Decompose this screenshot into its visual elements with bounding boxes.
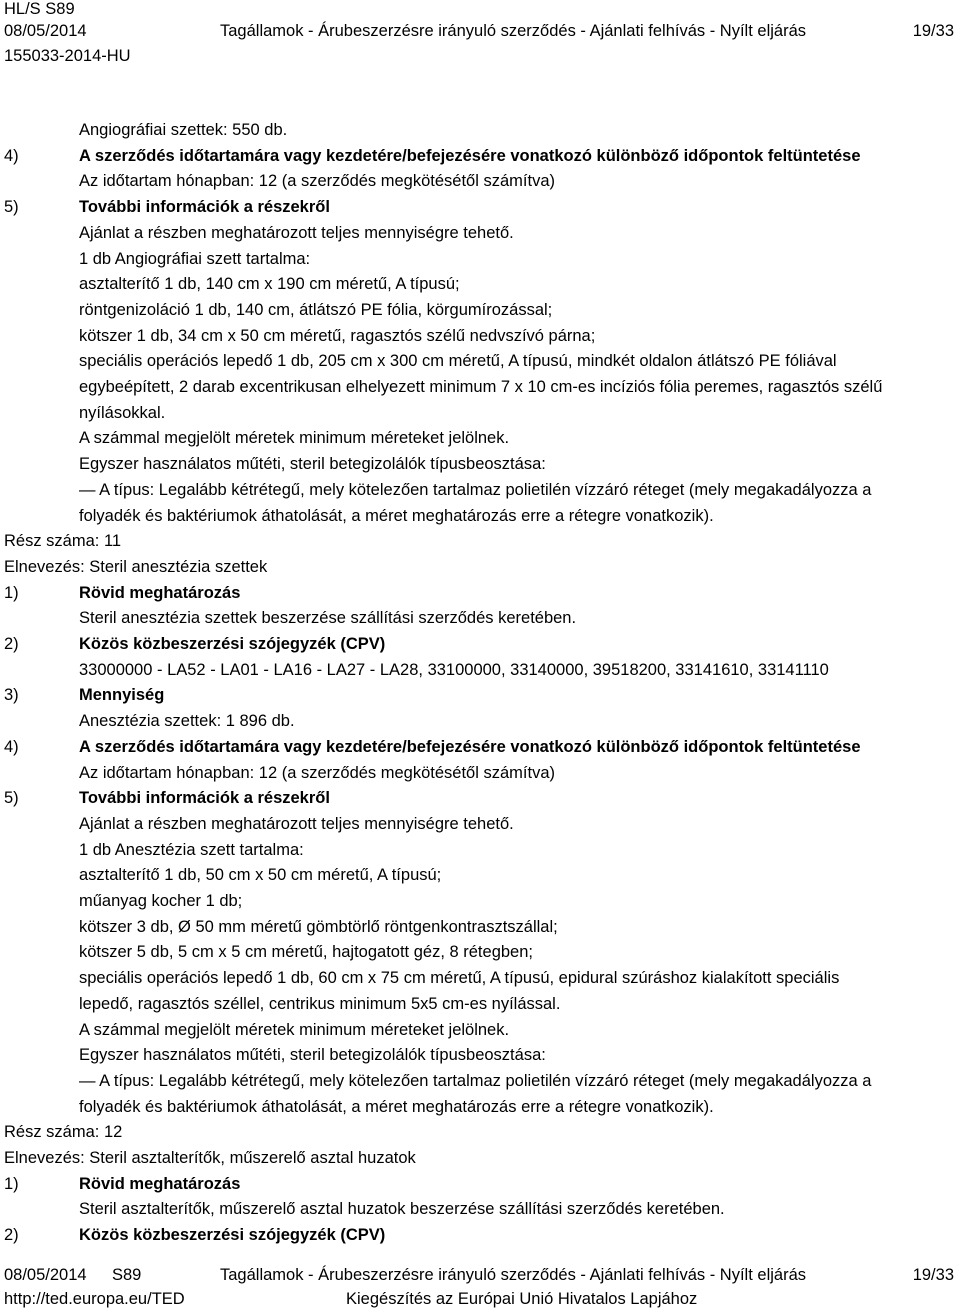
line-text: kötszer 5 db, 5 cm x 5 cm méretű, hajtogatott géz, 8 rétegben; (79, 943, 533, 962)
text-line (0, 761, 960, 787)
line-text: 33000000 - LA52 - LA01 - LA16 - LA27 - LA28, 33100000, 33140000, 39518200, 33141610, 33141110 (79, 660, 829, 679)
notice-id: 155033-2014-HU (4, 47, 131, 65)
heading-text: Mennyiség (79, 686, 165, 705)
text-line (0, 169, 960, 195)
text-line (0, 863, 960, 889)
lot-label: Rész száma: 11 (4, 532, 122, 551)
line-text: speciális operációs lepedő 1 db, 205 cm x 300 cm méretű, A típusú, mindkét oldalon átlátszó PE fóliával (79, 352, 837, 371)
text-line (0, 478, 960, 504)
header-date: 08/05/2014 (4, 22, 87, 40)
line-text: kötszer 3 db, Ø 50 mm méretű gömbtörlő röntgenkontrasztszállal; (79, 917, 558, 936)
lot-label: Elnevezés: Steril anesztézia szettek (4, 557, 268, 576)
text-line (0, 915, 960, 941)
item-number: 1) (4, 583, 19, 602)
section-line (0, 1146, 960, 1172)
heading-text: Rövid meghatározás (79, 1174, 241, 1193)
item-number: 1) (4, 1174, 19, 1193)
line-text: folyadék és baktériumok áthatolását, a méret meghatározás erre a rétegre vonatkozik). (79, 1097, 714, 1116)
line-text: egybeépített, 2 darab excentrikusan elhelyezett minimum 7 x 10 cm-es incíziós fólia peremes, ragasztós szélű (79, 378, 883, 396)
text-line (0, 272, 960, 298)
line-text: Egyszer használatos műtéti, steril betegizolálók típusbeosztása: (79, 455, 546, 474)
text-line (0, 1197, 960, 1223)
line-text: Ajánlat a részben meghatározott teljes mennyiségre tehető. (79, 814, 514, 833)
line-text: Anesztézia szettek: 1 896 db. (79, 712, 295, 731)
section-heading (0, 581, 960, 607)
text-line (0, 247, 960, 273)
text-line (0, 940, 960, 966)
text-line (0, 221, 960, 247)
heading-text: Közös közbeszerzési szójegyzék (CPV) (79, 1226, 386, 1245)
footer-supplement: Kiegészítés az Európai Unió Hivatalos Lapjához (346, 1290, 698, 1308)
item-number: 3) (4, 686, 19, 705)
section-heading (0, 1223, 960, 1249)
item-number: 2) (4, 635, 19, 653)
text-line (0, 324, 960, 350)
section-line (0, 555, 960, 581)
section-heading (0, 683, 960, 709)
heading-text: A szerződés időtartamára vagy kezdetére/befejezésére vonatkozó különböző időpontok feltüntetése (79, 737, 861, 756)
text-line (0, 426, 960, 452)
heading-text: Rövid meghatározás (79, 583, 241, 602)
line-text: Egyszer használatos műtéti, steril betegizolálók típusbeosztása: (79, 1046, 546, 1065)
text-line (0, 838, 960, 864)
line-text: kötszer 1 db, 34 cm x 50 cm méretű, ragasztós szélű nedvszívó párna; (79, 326, 596, 345)
text-line (0, 966, 960, 992)
section-line (0, 529, 960, 555)
line-text: Ajánlat a részben meghatározott teljes mennyiségre tehető. (79, 223, 514, 242)
text-line (0, 401, 960, 427)
item-number: 5) (4, 789, 19, 808)
line-text: — A típus: Legalább kétrétegű, mely kötelezően tartalmaz polietilén vízzáró réteget (mely megakadályozza a (79, 1071, 872, 1090)
heading-text: A szerződés időtartamára vagy kezdetére/befejezésére vonatkozó különböző időpontok feltüntetése (79, 146, 861, 165)
section-heading (0, 1172, 960, 1198)
text-line (0, 606, 960, 632)
heading-text: További információk a részekről (79, 789, 330, 808)
heading-text: További információk a részekről (79, 198, 330, 217)
text-line (0, 298, 960, 324)
text-line (0, 658, 960, 684)
text-line (0, 992, 960, 1018)
section-heading (0, 735, 960, 761)
text-line (0, 709, 960, 735)
lot-label: Elnevezés: Steril asztalterítők, műszerelő asztal huzatok (4, 1149, 416, 1167)
footer-url[interactable]: http://ted.europa.eu/TED (4, 1290, 185, 1308)
text-line (0, 1018, 960, 1044)
item-number: 4) (4, 737, 19, 756)
text-line (0, 889, 960, 915)
heading-text: Közös közbeszerzési szójegyzék (CPV) (79, 635, 386, 653)
text-line (0, 1069, 960, 1095)
line-text: lepedő, ragasztós széllel, centrikus minimum 5x5 cm-es nyílással. (79, 994, 561, 1013)
text-line (0, 452, 960, 478)
section-heading (0, 632, 960, 658)
lot-label: Rész száma: 12 (4, 1123, 123, 1142)
line-text: műanyag kocher 1 db; (79, 892, 243, 910)
line-text: Angiográfiai szettek: 550 db. (79, 121, 288, 139)
text-line (0, 1043, 960, 1069)
line-text: nyílásokkal. (79, 403, 166, 422)
line-text: asztalterítő 1 db, 50 cm x 50 cm méretű, A típusú; (79, 866, 442, 885)
footer-page: 19/33 (912, 1266, 954, 1284)
section-line (0, 1120, 960, 1146)
line-text: Steril asztalterítők, műszerelő asztal huzatok beszerzése szállítási szerződés keretében. (79, 1200, 725, 1219)
line-text: Steril anesztézia szettek beszerzése szállítási szerződés keretében. (79, 609, 577, 628)
header-page: 19/33 (912, 22, 954, 40)
line-text: A számmal megjelölt méretek minimum méreteket jelölnek. (79, 1020, 510, 1039)
text-line (0, 375, 960, 401)
item-number: 4) (4, 146, 19, 165)
line-text: folyadék és baktériumok áthatolását, a méret meghatározás erre a rétegre vonatkozik). (79, 506, 714, 525)
item-number: 5) (4, 198, 19, 217)
text-line (0, 1095, 960, 1121)
text-line (0, 504, 960, 530)
section-heading (0, 195, 960, 221)
section-heading (0, 786, 960, 812)
line-text: A számmal megjelölt méretek minimum méreteket jelölnek. (79, 429, 510, 448)
header-title: Tagállamok - Árubeszerzésre irányuló szerződés - Ajánlati felhívás - Nyílt eljárás (220, 22, 806, 40)
footer-series: S89 (112, 1266, 142, 1284)
line-text: Az időtartam hónapban: 12 (a szerződés megkötésétől számítva) (79, 172, 555, 191)
text-line (0, 349, 960, 375)
line-text: röntgenizoláció 1 db, 140 cm, átlátszó PE fólia, körgumírozással; (79, 300, 553, 319)
section-heading (0, 144, 960, 170)
line-text: asztalterítő 1 db, 140 cm x 190 cm méretű, A típusú; (79, 275, 460, 294)
text-line (0, 812, 960, 838)
text-line (0, 118, 960, 144)
footer-title: Tagállamok - Árubeszerzésre irányuló szerződés - Ajánlati felhívás - Nyílt eljárás (220, 1266, 806, 1284)
line-text: 1 db Anesztézia szett tartalma: (79, 840, 304, 859)
line-text: — A típus: Legalább kétrétegű, mely kötelezően tartalmaz polietilén vízzáró réteget (mely megakadályozza a (79, 480, 872, 499)
line-text: 1 db Angiográfiai szett tartalma: (79, 249, 311, 268)
journal-ref: HL/S S89 (4, 0, 75, 18)
item-number: 2) (4, 1226, 19, 1245)
footer-date: 08/05/2014 (4, 1266, 87, 1284)
line-text: Az időtartam hónapban: 12 (a szerződés megkötésétől számítva) (79, 763, 555, 782)
line-text: speciális operációs lepedő 1 db, 60 cm x 75 cm méretű, A típusú, epidural szúráshoz kialakított speciális (79, 969, 840, 988)
